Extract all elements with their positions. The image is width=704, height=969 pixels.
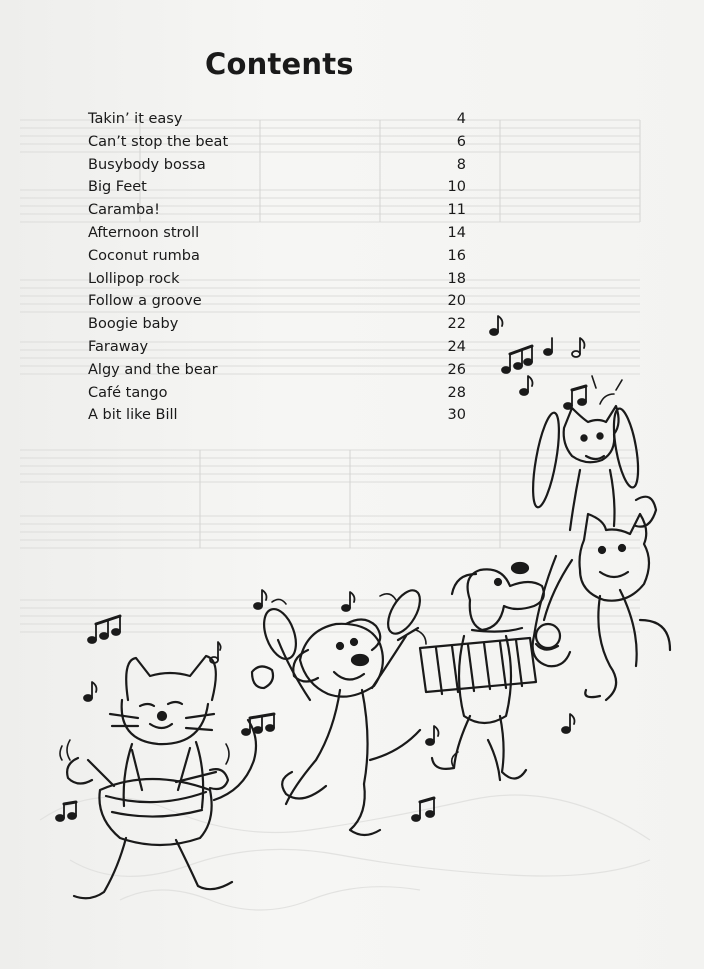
- entry-title: Coconut rumba: [88, 247, 200, 264]
- entry-title: Can’t stop the beat: [88, 133, 229, 150]
- entry-title: Faraway: [88, 338, 149, 355]
- entry-page: 26: [447, 361, 466, 378]
- entry-title: Big Feet: [88, 179, 147, 196]
- entry-title: Busybody bossa: [88, 156, 206, 173]
- entry-title: Follow a groove: [88, 293, 202, 310]
- page-title: Contents: [205, 47, 354, 82]
- entry-page: 4: [456, 111, 466, 127]
- dog-maracas-illustration: [252, 585, 426, 835]
- entry-title: Café tango: [88, 384, 168, 401]
- entry-page: 30: [447, 407, 466, 424]
- entry-title: Boogie baby: [88, 316, 179, 333]
- entry-page: 22: [447, 316, 466, 333]
- entry-title: A bit like Bill: [88, 407, 178, 424]
- entry-page: 24: [447, 338, 466, 355]
- entry-page: 6: [456, 133, 466, 150]
- entry-page: 14: [447, 224, 466, 241]
- dog-accordion-illustration: [420, 563, 544, 780]
- motion-lines-decoration: [60, 376, 622, 768]
- cat-cymbals-illustration: [528, 406, 656, 530]
- entry-title: Lollipop rock: [88, 270, 180, 287]
- cat-saxophone-illustration: [533, 514, 670, 700]
- entry-page: 18: [447, 270, 466, 287]
- entry-page: 28: [447, 384, 466, 401]
- entry-title: Takin’ it easy: [88, 111, 183, 127]
- entry-title: Caramba!: [88, 202, 160, 219]
- music-notes-decoration: [56, 316, 586, 821]
- entry-page: 10: [447, 179, 466, 196]
- entry-page: 8: [456, 156, 466, 173]
- entry-title: Afternoon stroll: [88, 224, 200, 241]
- entry-page: 16: [447, 247, 466, 264]
- entry-page: 11: [447, 202, 466, 219]
- entry-page: 20: [447, 293, 466, 310]
- entry-title: Algy and the bear: [88, 361, 218, 378]
